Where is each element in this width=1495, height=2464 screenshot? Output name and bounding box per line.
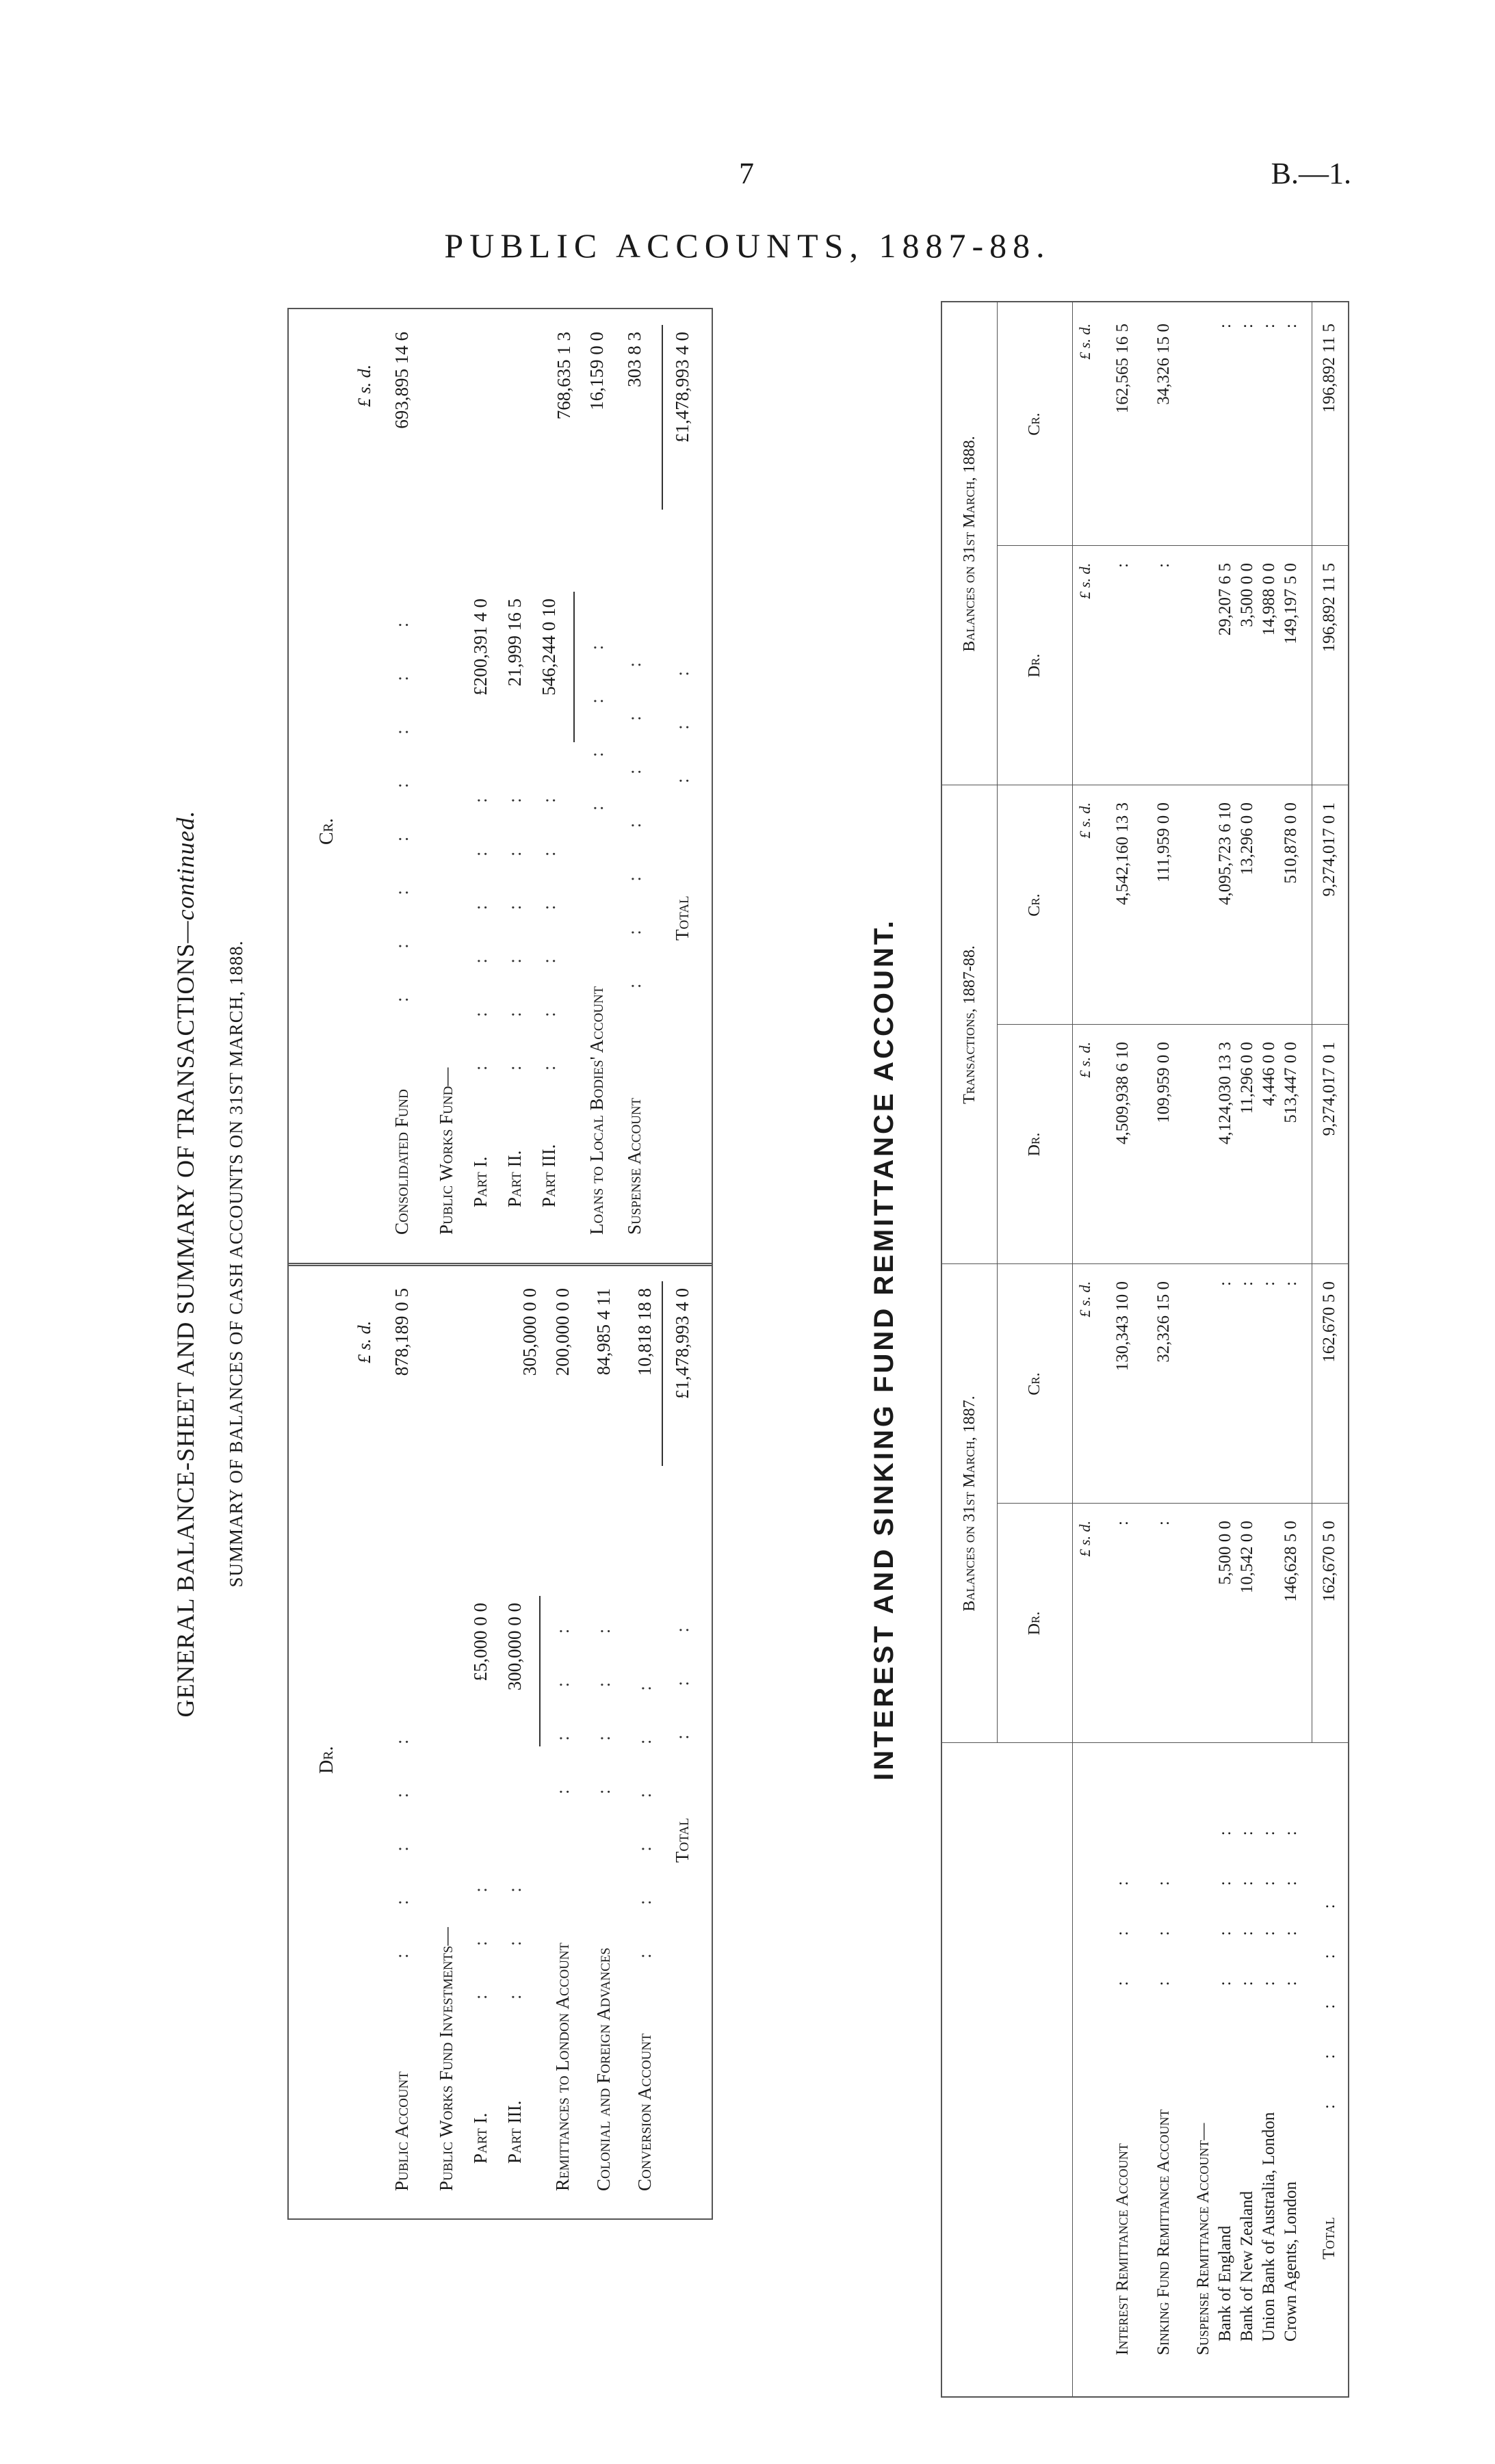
balance-sheet-subtitle: SUMMARY OF BALANCES OF CASH ACCOUNTS ON 31ST MARCH, 1888. bbox=[226, 940, 246, 1588]
credit-label: Cr. bbox=[316, 817, 337, 845]
credit-row: Part III. : : : : : : 546,244 0 10 768,635 1 3 bbox=[538, 332, 574, 1207]
debit-row: Public Account : : : : : 878,189 0 5 bbox=[391, 1288, 412, 2191]
column-header: Dr. bbox=[1026, 1611, 1043, 1636]
credit-row: Consolidated Fund : : : : : : : : 693,895 14 6 bbox=[391, 332, 412, 1235]
page-title: PUBLIC ACCOUNTS, 1887-88. bbox=[444, 226, 1051, 265]
currency-header: £ s. d. bbox=[1076, 1281, 1093, 1318]
currency-header: £ s. d. bbox=[1076, 1521, 1093, 1557]
group-header: Balances on 31st March, 1887. bbox=[961, 1395, 978, 1612]
currency-header: £ s. d. bbox=[1076, 802, 1093, 839]
total-rule bbox=[662, 325, 663, 510]
page-number: 7 bbox=[739, 157, 754, 190]
balance-sheet-header bbox=[157, 308, 287, 2220]
debit-side bbox=[289, 1263, 712, 2218]
debit-row: Part III. : : : 300,000 0 0 305,000 0 0 bbox=[504, 1288, 540, 2164]
credit-row: Part I. : : : : : : £200,391 4 0 bbox=[470, 599, 491, 1207]
column-header: Cr. bbox=[1026, 893, 1043, 917]
column-header: Dr. bbox=[1026, 1132, 1043, 1157]
currency-header: £ s. d. bbox=[1076, 324, 1093, 360]
subtotal-rule bbox=[539, 1596, 541, 1746]
debit-total-row: Total : : : £1,478,993 4 0 bbox=[672, 1288, 692, 1863]
group-header: Transactions, 1887-88. bbox=[961, 945, 978, 1104]
debit-label: Dr. bbox=[316, 1746, 337, 1774]
balance-sheet-table bbox=[287, 308, 713, 2220]
currency-header: £ s. d. bbox=[1076, 563, 1093, 599]
table-row: Bank of England : : : : 5,500 0 0 : 4,124,030 13 3 4,095,723 6 10 29,207 6 5 : bbox=[1216, 324, 1234, 2342]
currency-header: £ s. d. bbox=[354, 364, 374, 407]
debit-row: Remittances to London Account : : : : 200,000 0 0 bbox=[552, 1288, 573, 2191]
credit-total-row: Total : : : £1,478,993 4 0 bbox=[672, 332, 692, 941]
total-row: Total : : : : : 162,670 5 0 162,670 5 0 9,274,017 0 1 9,274,017 0 1 196,892 11 5 196,892 11 5 bbox=[1320, 324, 1338, 2259]
currency-header: £ s. d. bbox=[1076, 1042, 1093, 1078]
debit-row: Public Works Fund Investments— bbox=[436, 1927, 456, 2191]
table-row: Union Bank of Australia, London : : : : : 4,446 0 0 14,988 0 0 : bbox=[1260, 324, 1278, 2342]
credit-row: Part II. : : : : : : 21,999 16 5 bbox=[504, 599, 525, 1207]
remittance-table bbox=[941, 301, 1349, 2398]
credit-row: Suspense Account : : : : : : : 303 8 3 bbox=[624, 332, 645, 1235]
column-header: Cr. bbox=[1026, 412, 1043, 436]
debit-row: Part I. : : : £5,000 0 0 bbox=[470, 1603, 491, 2164]
remittance-header bbox=[855, 301, 941, 2398]
table-row: Bank of New Zealand : : : : 10,542 0 0 : 11,296 0 0 13,296 0 0 3,500 0 0 : bbox=[1238, 324, 1256, 2342]
column-header: Cr. bbox=[1026, 1372, 1043, 1395]
group-header: Balances on 31st March, 1888. bbox=[961, 436, 978, 652]
subtotal-rule bbox=[573, 592, 575, 742]
total-rule bbox=[662, 1281, 663, 1466]
remittance-panel bbox=[855, 301, 1348, 2398]
credit-row: Public Works Fund— bbox=[436, 1067, 456, 1235]
table-row: Suspense Remittance Account— bbox=[1194, 2123, 1212, 2355]
debit-row: Colonial and Foreign Advances : : : : 84,985 4 11 bbox=[593, 1288, 614, 2191]
table-row: Crown Agents, London : : : : 146,628 5 0 : 513,447 0 0 510,878 0 0 149,197 5 0 : bbox=[1282, 324, 1300, 2342]
balance-sheet-title: GENERAL BALANCE-SHEET AND SUMMARY OF TRANSACTIONS—continued. bbox=[172, 810, 199, 1718]
credit-side bbox=[289, 309, 712, 1262]
debit-row: Conversion Account : : : : : : 10,818 18 8 bbox=[634, 1288, 655, 2191]
currency-header: £ s. d. bbox=[354, 1320, 374, 1363]
credit-row: Loans to Local Bodies' Account : : : : 16,159 0 0 bbox=[586, 332, 607, 1235]
column-header: Dr. bbox=[1026, 653, 1043, 678]
remittance-title: INTEREST AND SINKING FUND REMITTANCE ACCOUNT. bbox=[869, 918, 899, 1781]
balance-sheet-panel bbox=[157, 308, 712, 2220]
table-row: Sinking Fund Remittance Account : : : : 32,326 15 0 109,959 0 0 111,959 0 0 : 34,326 15 0 bbox=[1154, 324, 1173, 2355]
document-reference: B.—1. bbox=[1271, 157, 1351, 190]
table-row: Interest Remittance Account : : : : 130,343 10 0 4,509,938 6 10 4,542,160 13 3 : 162,565 16 5 bbox=[1113, 324, 1132, 2355]
